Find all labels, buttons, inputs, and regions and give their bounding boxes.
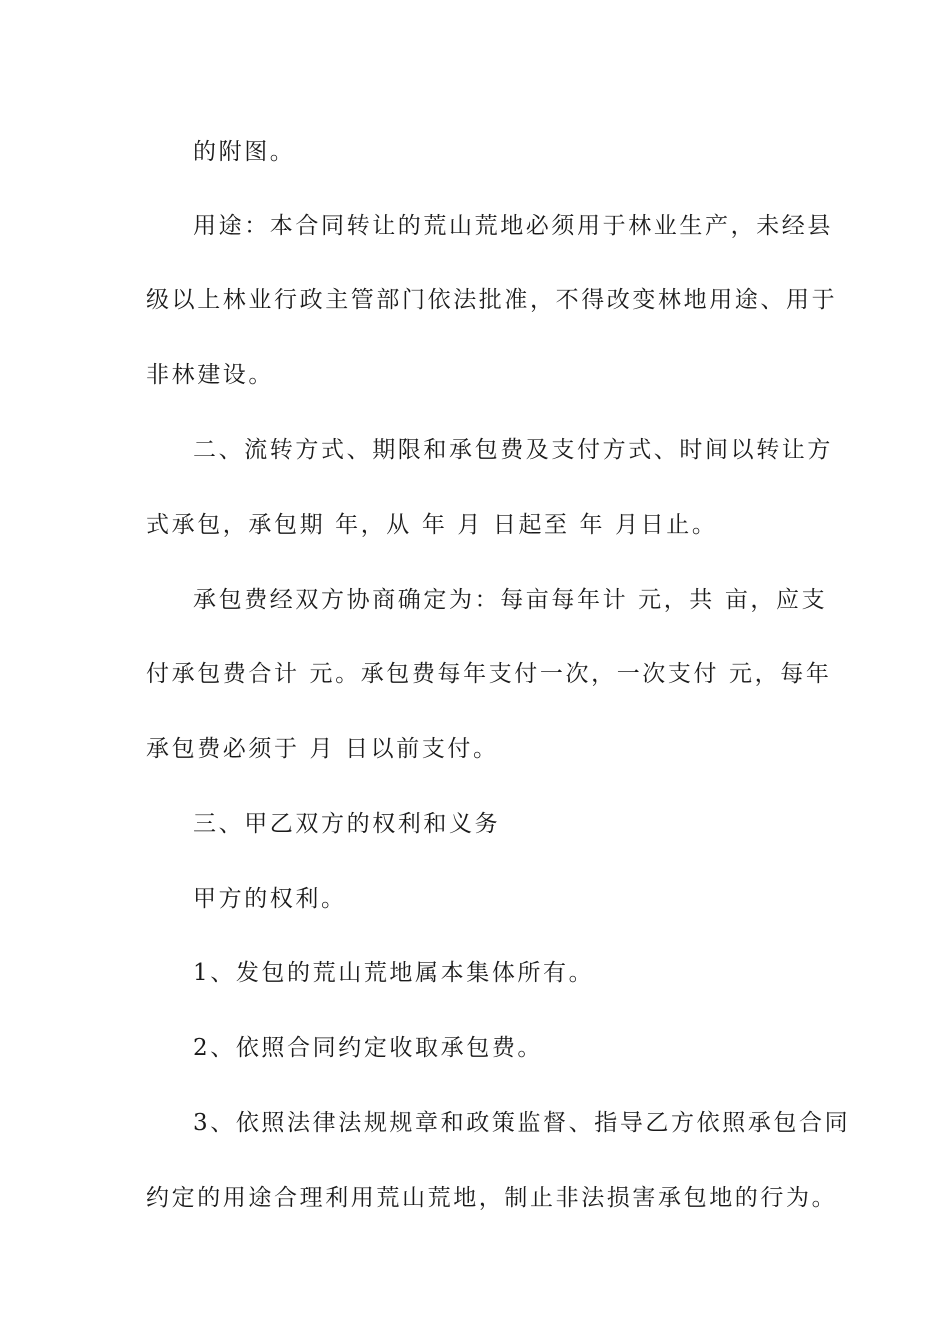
paragraph-line: 用途：本合同转让的荒山荒地必须用于林业生产，未经县 (193, 213, 833, 239)
paragraph-line: 甲方的权利。 (193, 886, 347, 912)
paragraph-line: 的附图。 (193, 139, 296, 165)
paragraph-line: 式承包，承包期 年，从 年 月 日起至 年 月日止。 (146, 512, 718, 538)
section-heading: 三、甲乙双方的权利和义务 (193, 811, 501, 837)
paragraph-line: 承包费必须于 月 日以前支付。 (146, 736, 499, 762)
list-item: 3、依照法律法规规章和政策监督、指导乙方依照承包合同 (193, 1110, 851, 1136)
paragraph-line: 承包费经双方协商确定为：每亩每年计 元，共 亩，应支 (193, 587, 828, 613)
paragraph-line: 级以上林业行政主管部门依法批准，不得改变林地用途、用于 (146, 287, 838, 313)
paragraph-line: 非林建设。 (146, 362, 274, 388)
paragraph-line: 二、流转方式、期限和承包费及支付方式、时间以转让方 (193, 437, 833, 463)
paragraph-line: 约定的用途合理利用荒山荒地，制止非法损害承包地的行为。 (146, 1185, 838, 1211)
list-item: 2、依照合同约定收取承包费。 (193, 1035, 544, 1061)
paragraph-line: 付承包费合计 元。承包费每年支付一次，一次支付 元，每年 (146, 661, 832, 687)
list-item: 1、发包的荒山荒地属本集体所有。 (193, 960, 595, 986)
